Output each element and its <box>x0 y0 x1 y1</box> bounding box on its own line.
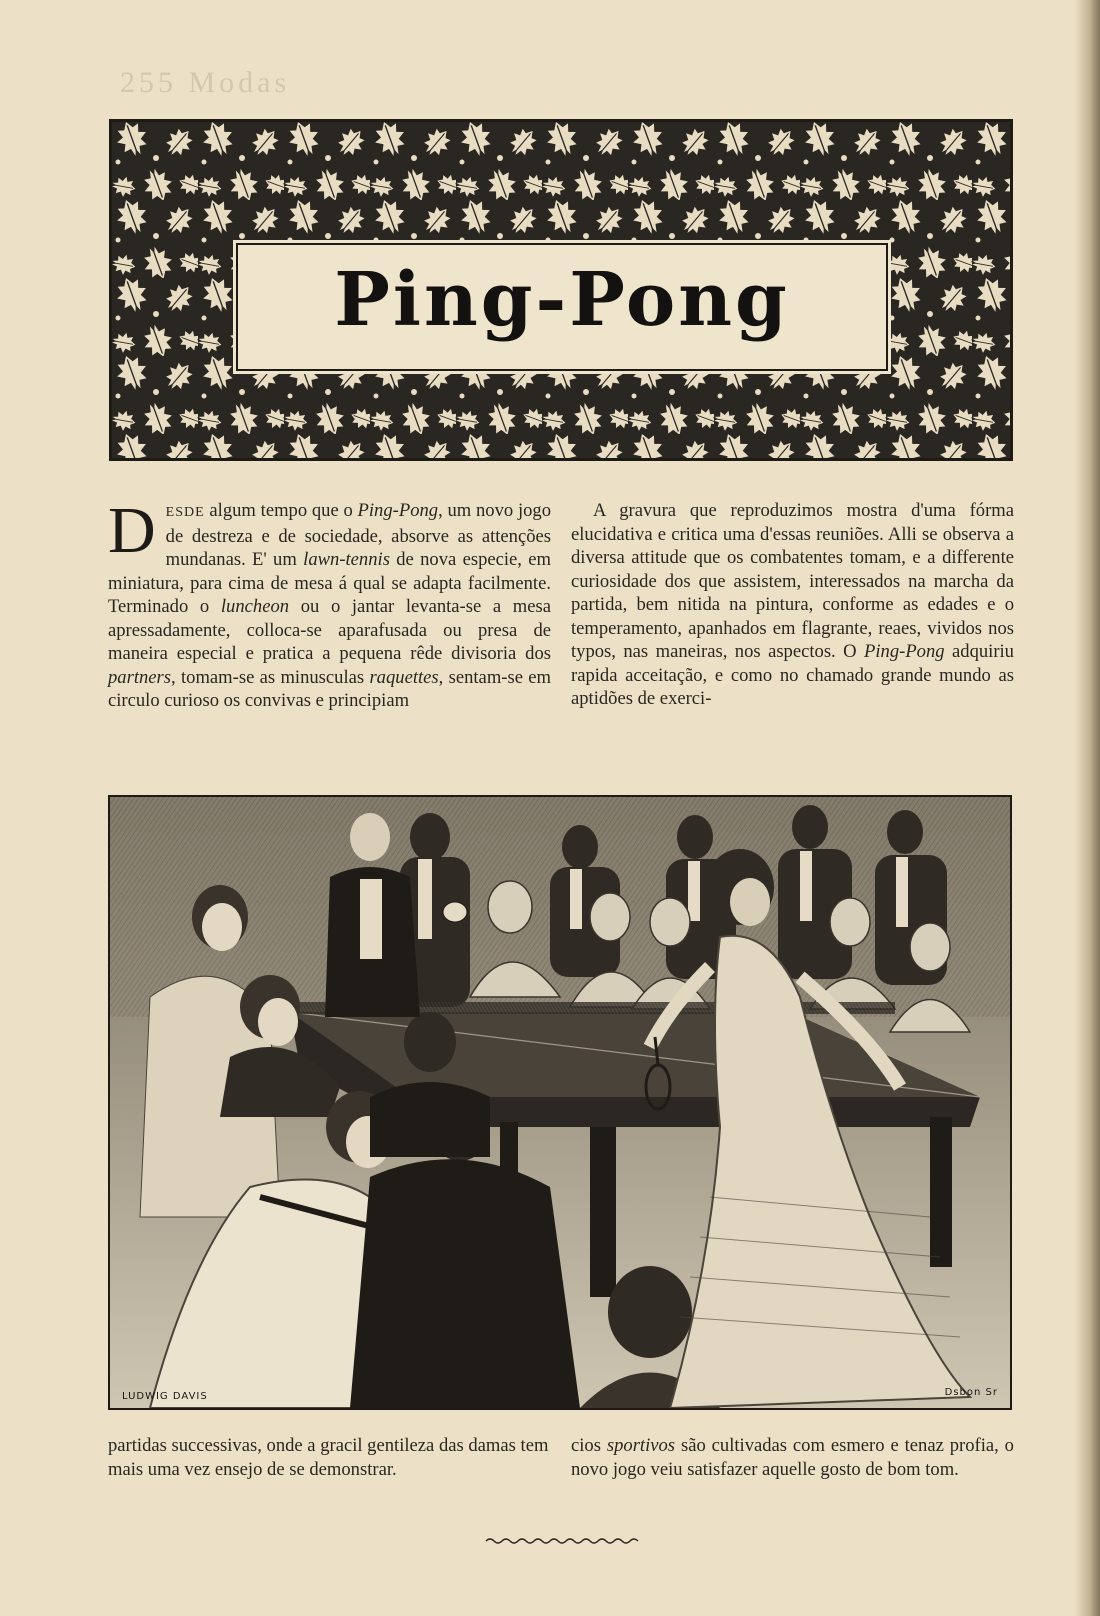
small-caps-opening: ESDE <box>165 505 205 520</box>
text-run: , sentam-se em circulo curioso os convivas e principiam <box>108 666 551 711</box>
italic-term: raquettes <box>369 666 439 688</box>
text-run: , um novo jogo de destreza e de sociedade, absorve as attenções mundanas. E' um <box>165 500 551 570</box>
text-run: algum tempo que o <box>204 500 358 521</box>
title-banner <box>109 119 1013 461</box>
engraving-scene <box>110 797 1010 1408</box>
text-run: cios <box>571 1435 607 1456</box>
page-edge-shadow <box>1074 0 1100 1616</box>
text-run: A gravura que reproduzimos mostra d'uma fórma elucidativa e critica uma d'essas reuniões. Alli se observa a diversa attitude que os combatentes tomam, e a differente curiosidade dos que assistem, interessados na marcha da partida, bem nitida na pintura, conforme as edades e o temperamento, apanhados em flagrante, reaes, vividos nos typos, nas maneiras, nos aspectos. O <box>571 500 1014 662</box>
italic-term: partners <box>108 666 172 688</box>
italic-term: lawn-tennis <box>303 549 390 570</box>
end-wavy-rule <box>484 1536 644 1546</box>
text-run: ou o jantar levanta-se a mesa apressadamente, colloca-se aparafusada ou presa de maneira especial e pratica a pequena rêde divisoria dos <box>108 596 551 664</box>
article-column-left-bottom <box>108 1434 551 1481</box>
text-run: são cultivadas com esmero e tenaz profia, o novo jogo veiu satisfazer aquelle gosto de bom tom. <box>571 1435 1014 1480</box>
italic-term: Ping-Pong <box>864 641 945 662</box>
article-paragraph-4 <box>571 1434 1014 1481</box>
bleed-through-header: 255 Modas <box>120 66 291 99</box>
title-panel <box>236 243 888 371</box>
text-run: de nova especie, em miniatura, para cima de mesa á qual se adapta facilmente. Terminado o <box>108 549 551 617</box>
page-title: Ping-Pong <box>334 257 790 343</box>
article-column-right-bottom <box>571 1434 1014 1481</box>
artist-signature-right: Dsbon Sr <box>944 1387 998 1398</box>
artist-signature-left: LUDWIG DAVIS <box>122 1391 208 1402</box>
article-paragraph-1 <box>108 494 551 713</box>
drop-cap: D <box>108 494 156 567</box>
article-column-left-top <box>108 494 551 713</box>
text-run: , tomam-se as minusculas <box>171 666 370 688</box>
article-paragraph-3: partidas successivas, onde a gracil gentileza das damas tem mais uma vez ensejo de se demonstrar. <box>108 1435 549 1480</box>
text-run: adquiriu rapida acceitação, e como no chamado grande mundo as aptidões de exerci- <box>571 641 1014 709</box>
ping-pong-engraving <box>108 795 1012 1410</box>
italic-term: sportivos <box>606 1435 676 1456</box>
italic-term: luncheon <box>220 596 290 617</box>
article-paragraph-2 <box>571 499 1014 711</box>
article-column-right-top <box>571 499 1014 711</box>
italic-term: Ping-Pong <box>357 500 439 521</box>
